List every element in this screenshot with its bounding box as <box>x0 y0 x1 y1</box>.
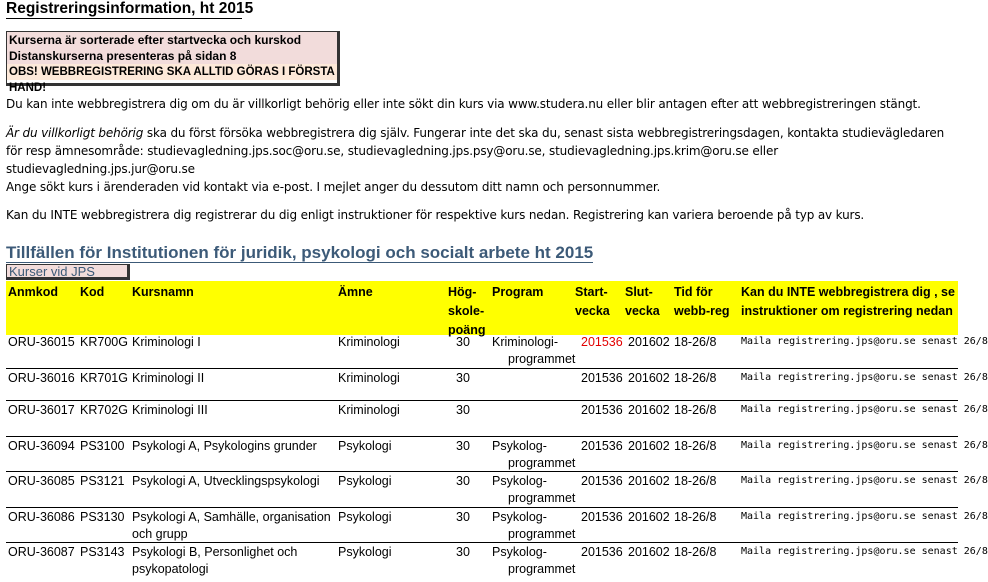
row-instruktion: Maila registrering.jps@oru.se senast 26/8 <box>741 336 988 347</box>
row-program: Psykolog- <box>492 474 547 488</box>
row-kursnamn-line2: och grupp <box>132 527 188 541</box>
row-amne: Kriminologi <box>338 403 400 417</box>
info-paragraph-3: för resp ämnesområde: studievagledning.jps.soc@oru.se, studievagledning.jps.psy@oru.se, studievagledning.jps.krim@oru.se eller <box>6 144 778 158</box>
col-hp-line1: Hög- <box>448 285 477 299</box>
col-tid-line1: Tid för <box>674 285 713 299</box>
col-slut-line1: Slut- <box>625 285 653 299</box>
row-hp: 30 <box>456 371 470 385</box>
row-tid: 18-26/8 <box>674 439 717 453</box>
row-anmkod: ORU-36016 <box>8 371 75 385</box>
info-contact: Fungerar inte det ska du, senast sista webbregistreringsdagen, kontakta studievägledaren <box>409 126 945 140</box>
row-tid: 18-26/8 <box>674 510 717 524</box>
row-tid: 18-26/8 <box>674 371 717 385</box>
row-start: 201536 <box>581 545 623 559</box>
row-kod: PS3130 <box>80 510 125 524</box>
col-start-line2: vecka <box>575 304 610 318</box>
row-tid: 18-26/8 <box>674 335 717 349</box>
row-kod: PS3100 <box>80 439 125 453</box>
col-anmkod: Anmkod <box>8 285 58 299</box>
row-program-line2: programmet <box>508 491 576 505</box>
row-hp: 30 <box>456 545 470 559</box>
row-amne: Kriminologi <box>338 371 400 385</box>
row-hp: 30 <box>456 335 470 349</box>
institution-underline <box>6 262 593 263</box>
row-slut: 201602 <box>628 439 670 453</box>
row-kod: KR700G <box>80 335 128 349</box>
row-amne: Psykologi <box>338 545 392 559</box>
row-start: 201536 <box>581 510 623 524</box>
row-anmkod: ORU-36017 <box>8 403 75 417</box>
col-hp <box>448 283 486 340</box>
row-slut: 201602 <box>628 474 670 488</box>
col-kod: Kod <box>80 285 105 299</box>
row-kursnamn: Psykologi A, Psykologins grunder <box>132 439 317 453</box>
info-conditional: Är du villkorligt behörig <box>6 126 144 140</box>
row-kod: PS3143 <box>80 545 125 559</box>
col-instr-line2: instruktioner om registrering nedan <box>741 304 953 318</box>
row-program-line2: programmet <box>508 562 576 576</box>
row-start: 201536 <box>581 474 623 488</box>
row-tid: 18-26/8 <box>674 474 717 488</box>
title-underline <box>6 18 242 19</box>
col-instr-line1: Kan du INTE webbregistrera dig , se <box>741 285 955 299</box>
row-kod: KR702G <box>80 403 128 417</box>
row-hp: 30 <box>456 474 470 488</box>
row-program-line2: programmet <box>508 352 576 366</box>
info-paragraph-4: studievagledning.jps.jur@oru.se <box>6 162 195 176</box>
info-self-register: ska du först försöka webbregistrera dig själv. <box>143 126 410 140</box>
row-amne: Psykologi <box>338 474 392 488</box>
col-tid <box>674 283 730 321</box>
col-slut <box>625 283 660 321</box>
row-kursnamn: Psykologi B, Personlighet och <box>132 545 298 559</box>
row-program-line2: programmet <box>508 527 576 541</box>
col-tid-line2: webb-reg <box>674 304 730 318</box>
row-start: 201536 <box>581 371 623 385</box>
row-kursnamn: Psykologi A, Samhälle, organisation <box>132 510 331 524</box>
info-paragraph-2 <box>6 126 944 140</box>
notice-distance: Distanskurserna presenteras på sidan 8 <box>7 48 337 64</box>
row-program: Psykolog- <box>492 510 547 524</box>
row-instruktion: Maila registrering.jps@oru.se senast 26/8 <box>741 440 988 451</box>
row-tid: 18-26/8 <box>674 545 717 559</box>
row-kursnamn: Kriminologi III <box>132 403 208 417</box>
subheading: Kurser vid JPS <box>6 264 130 280</box>
row-slut: 201602 <box>628 510 670 524</box>
row-instruktion: Maila registrering.jps@oru.se senast 26/8 <box>741 372 988 383</box>
row-kursnamn: Kriminologi I <box>132 335 201 349</box>
row-instruktion: Maila registrering.jps@oru.se senast 26/8 <box>741 475 988 486</box>
row-anmkod: ORU-36015 <box>8 335 75 349</box>
row-start: 201536 <box>581 439 623 453</box>
notice-sorting: Kurserna är sorterade efter startvecka och kurskod <box>7 32 337 48</box>
row-anmkod: ORU-36086 <box>8 510 75 524</box>
row-amne: Kriminologi <box>338 335 400 349</box>
row-hp: 30 <box>456 510 470 524</box>
notice-box <box>6 31 340 94</box>
row-tid: 18-26/8 <box>674 403 717 417</box>
col-instruktion <box>741 283 955 321</box>
col-hp-line2: skole- <box>448 304 485 318</box>
row-instruktion: Maila registrering.jps@oru.se senast 26/8 <box>741 511 988 522</box>
row-slut: 201602 <box>628 371 670 385</box>
row-amne: Psykologi <box>338 510 392 524</box>
info-paragraph-6: Kan du INTE webbregistrera dig registrerar du dig enligt instruktioner för respektive kurs nedan. Registrering kan variera beroende på typ av kurs. <box>6 208 865 222</box>
row-start: 201536 <box>581 403 623 417</box>
table-header <box>6 281 958 335</box>
info-paragraph-5: Ange sökt kurs i ärenderaden vid kontakt via e-post. I mejlet anger du dessutom ditt namn och personnummer. <box>6 180 661 194</box>
row-slut: 201602 <box>628 403 670 417</box>
row-hp: 30 <box>456 439 470 453</box>
row-amne: Psykologi <box>338 439 392 453</box>
col-program: Program <box>492 285 544 299</box>
notice-obs: OBS! WEBBREGISTRERING SKA ALLTID GÖRAS I FÖRSTA HAND! <box>7 64 337 80</box>
col-hp-line3: poäng <box>448 323 486 337</box>
col-amne: Ämne <box>338 285 373 299</box>
row-program: Kriminologi- <box>492 335 558 349</box>
row-start: 201536 <box>581 335 623 349</box>
row-anmkod: ORU-36094 <box>8 439 75 453</box>
row-program: Psykolog- <box>492 545 547 559</box>
col-kursnamn: Kursnamn <box>132 285 194 299</box>
row-kursnamn-line2: psykopatologi <box>132 562 209 576</box>
institution-title: Tillfällen för Institutionen för juridik, psykologi och socialt arbete ht 2015 <box>6 243 594 262</box>
row-instruktion: Maila registrering.jps@oru.se senast 26/8 <box>741 546 988 557</box>
row-hp: 30 <box>456 403 470 417</box>
row-program-line2: programmet <box>508 456 576 470</box>
row-program: Psykolog- <box>492 439 547 453</box>
col-start-line1: Start- <box>575 285 608 299</box>
row-kursnamn: Kriminologi II <box>132 371 205 385</box>
col-slut-line2: vecka <box>625 304 660 318</box>
col-start <box>575 283 610 321</box>
row-instruktion: Maila registrering.jps@oru.se senast 26/8 <box>741 404 988 415</box>
row-anmkod: ORU-36085 <box>8 474 75 488</box>
row-kod: PS3121 <box>80 474 125 488</box>
row-slut: 201602 <box>628 335 670 349</box>
row-anmkod: ORU-36087 <box>8 545 75 559</box>
row-kursnamn: Psykologi A, Utvecklingspsykologi <box>132 474 320 488</box>
page-title: Registreringsinformation, ht 2015 <box>6 0 254 17</box>
row-slut: 201602 <box>628 545 670 559</box>
info-paragraph-1: Du kan inte webbregistrera dig om du är villkorligt behörig eller inte sökt din kurs via www.studera.nu eller blir antagen efter att webbregistreringen stängt. <box>6 97 921 111</box>
row-kod: KR701G <box>80 371 128 385</box>
